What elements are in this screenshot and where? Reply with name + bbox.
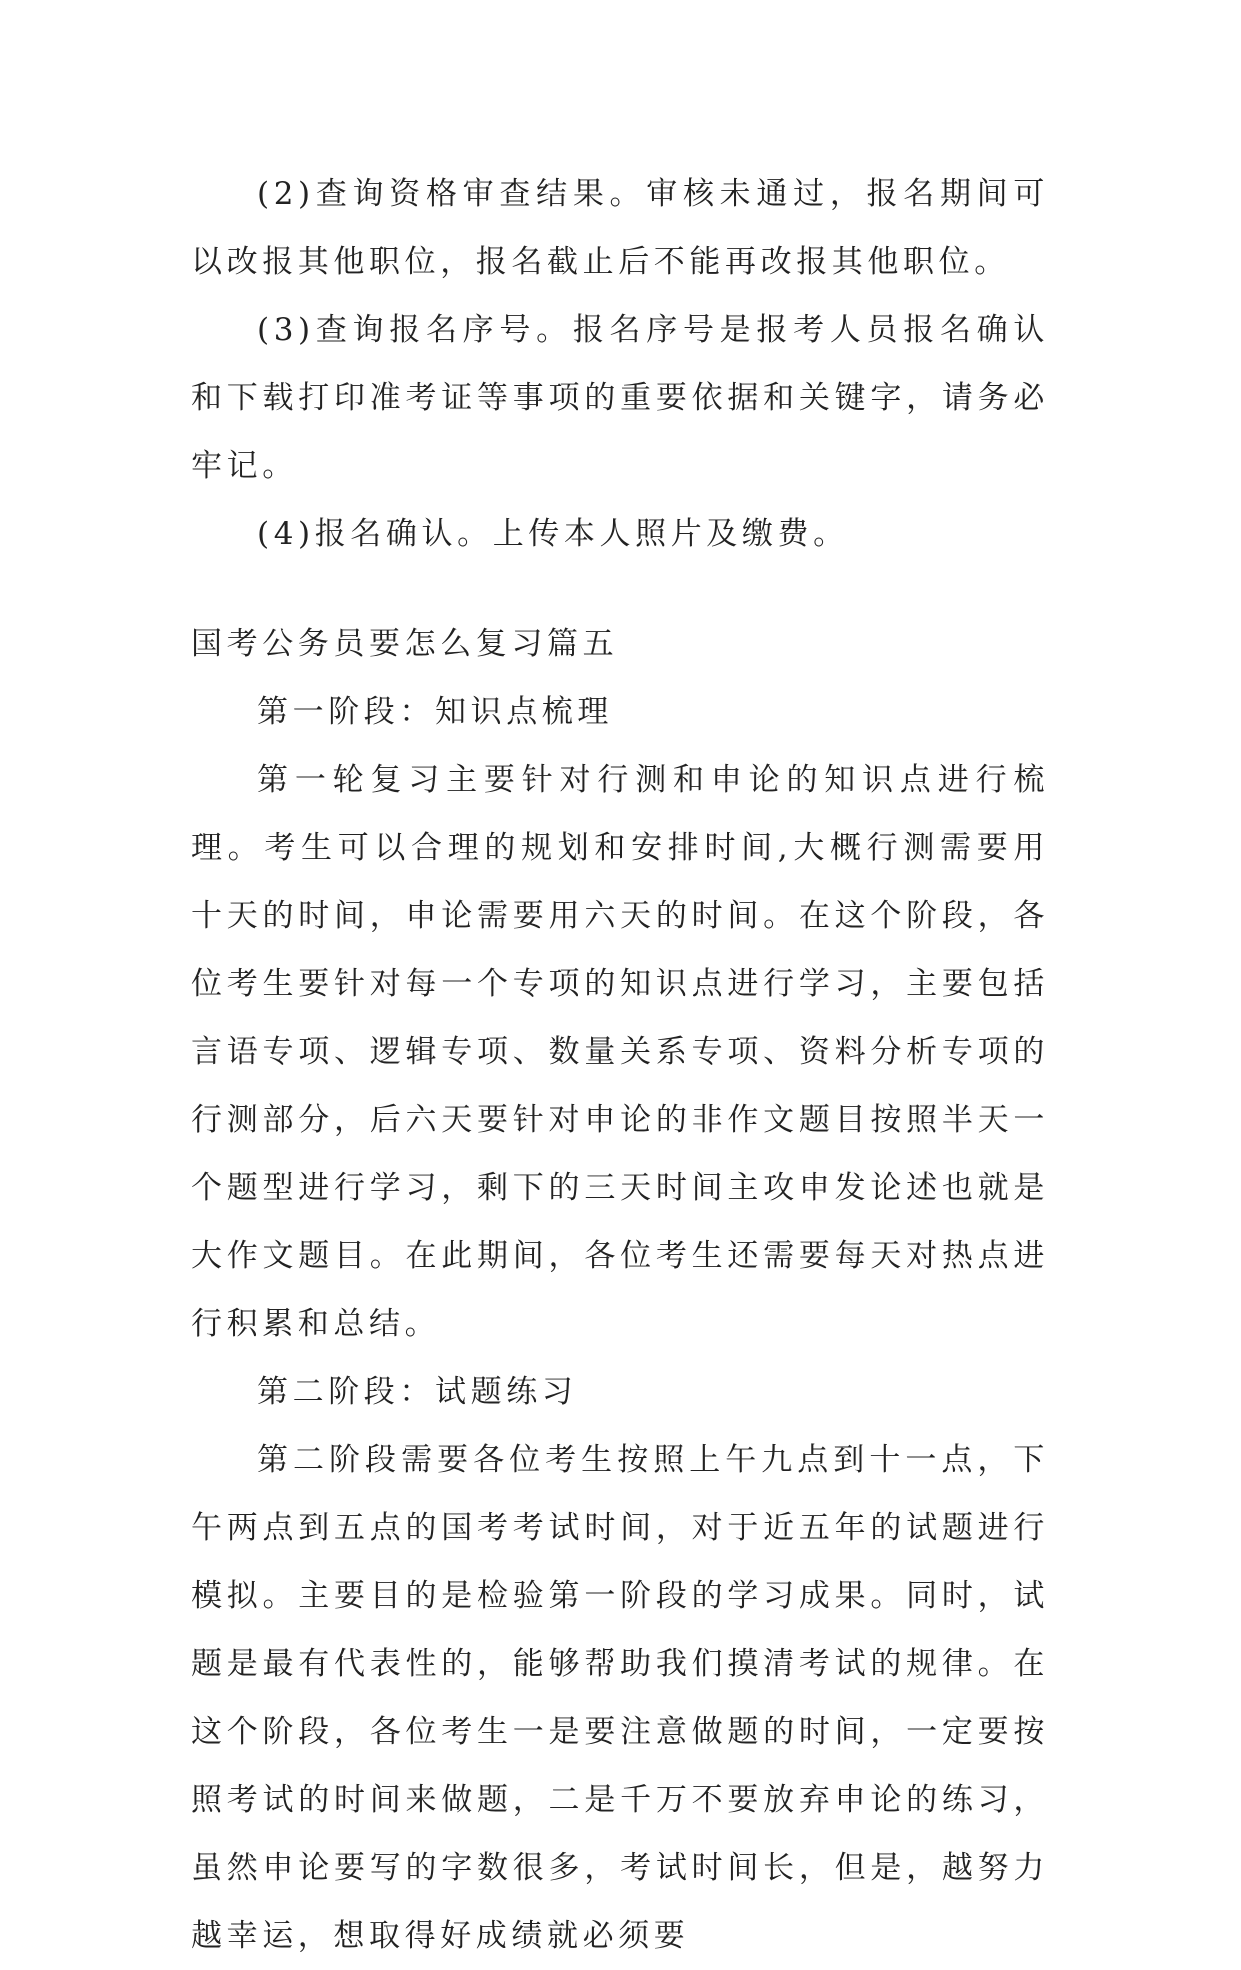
section-heading: 国考公务员要怎么复习篇五	[191, 626, 619, 662]
stage-one-heading: 第一阶段：知识点梳理	[257, 694, 613, 730]
stage-two-paragraph: 第二阶段需要各位考生按照上午九点到十一点，下午两点到五点的国考考试时间，对于近五年的试题进行模拟。主要目的是检验第一阶段的学习成果。同时，试题是最有代表性的，能够帮助我们摸清考试的规律。在这个阶段，各位考生一是要注意做题的时间，一定要按照考试的时间来做题，二是千万不要放弃申论的练习，虽然申论要写的字数很多，考试时间长，但是，越努力越幸运，想取得好成绩就必须要	[191, 1442, 1049, 1954]
paragraph-registration-confirm: (4)报名确认。上传本人照片及缴费。	[257, 516, 849, 552]
stage-two-heading: 第二阶段：试题练习	[257, 1374, 578, 1410]
stage-one-paragraph: 第一轮复习主要针对行测和申论的知识点进行梳理。考生可以合理的规划和安排时间,大概行测需要用十天的时间，申论需要用六天的时间。在这个阶段，各位考生要针对每一个专项的知识点进行学习，主要包括言语专项、逻辑专项、数量关系专项、资料分析专项的行测部分，后六天要针对申论的非作文题目按照半天一个题型进行学习，剩下的三天时间主攻申发论述也就是大作文题目。在此期间，各位考生还需要每天对热点进行积累和总结。	[191, 762, 1049, 1342]
paragraph-query-review-result: (2)查询资格审查结果。审核未通过，报名期间可以改报其他职位，报名截止后不能再改报其他职位。	[191, 176, 1049, 280]
paragraph-query-registration-number: (3)查询报名序号。报名序号是报考人员报名确认和下载打印准考证等事项的重要依据和关键字，请务必牢记。	[191, 312, 1049, 484]
document-body	[191, 160, 1049, 1970]
section-gap	[191, 568, 1049, 610]
